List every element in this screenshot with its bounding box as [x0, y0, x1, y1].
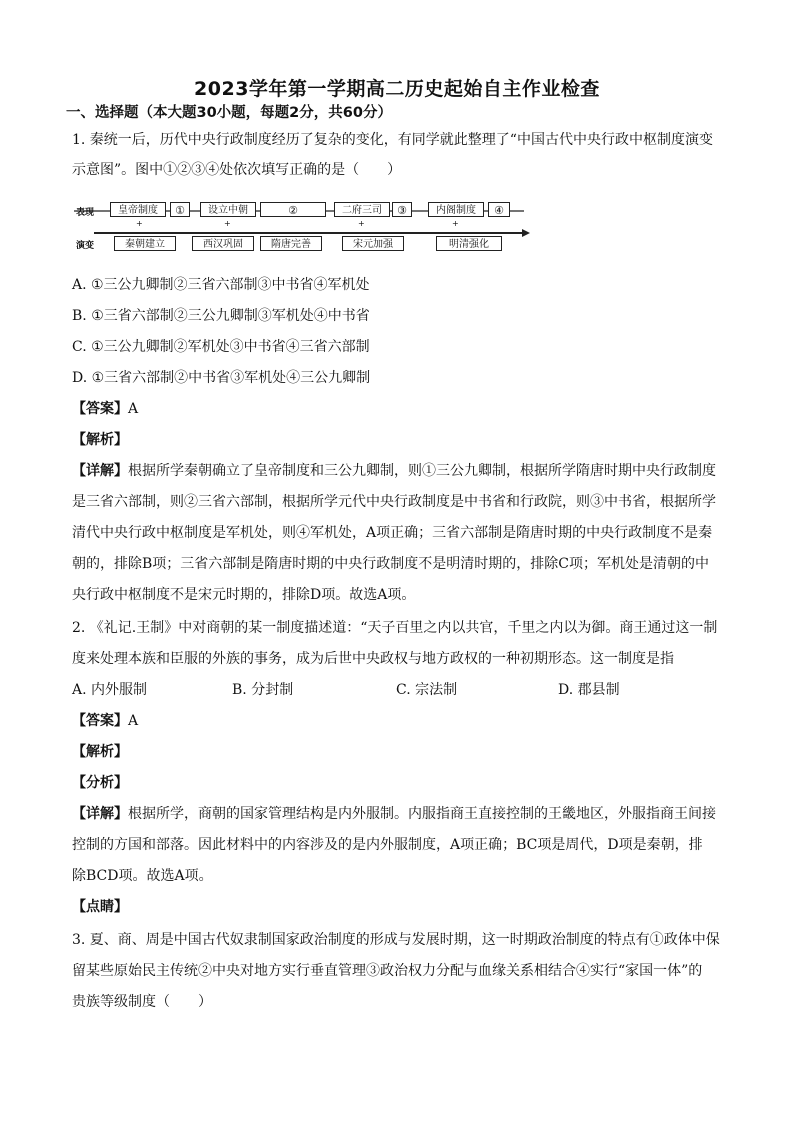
- q2-analysis-tag: [72, 742, 732, 762]
- detail-tag: 【详解】: [72, 463, 128, 479]
- q2-answer: [72, 711, 732, 731]
- answer-tag: 【答案】: [72, 713, 128, 729]
- q3-stem-line2: 留某些原始民主传统②中央对地方实行垂直管理③政治权力分配与血缘关系相结合④实行“家国一体”的: [72, 963, 703, 979]
- plus-sign: +: [358, 219, 365, 228]
- q2-stem-line1: 2. 《礼记.王制》中对商朝的某一制度描述道：“天子百里之内以共官，千里之内以为御。商王通过这一制: [72, 620, 718, 636]
- q2-detail-line3: 除BCD项。故选A项。: [72, 868, 213, 884]
- q3-stem-line3: 贵族等级制度（ ）: [72, 994, 212, 1010]
- analysis-tag: 【解析】: [72, 744, 128, 760]
- q1-detail-line3: 清代中央行政中枢制度是军机处，则④军机处，A项正确；三省六部制是隋唐时期的中央行政制度不是秦: [72, 525, 713, 541]
- q1-option-c: C. ①三公九卿制②军机处③中书省④三省六部制: [72, 339, 370, 355]
- q2-option-b: B. 分封制: [232, 682, 294, 698]
- blank-1: ①: [170, 202, 190, 217]
- detail-text: 根据所学，商朝的国家管理结构是内外服制。内服指商王直接控制的王畿地区，外服指商王间接: [128, 806, 716, 822]
- answer-value: A: [128, 401, 139, 417]
- blank-2: ②: [260, 202, 326, 217]
- q1-stem-line2: 示意图”。图中①②③④处依次填写正确的是（ ）: [72, 162, 402, 178]
- q1-analysis-tag: [72, 430, 732, 450]
- q3-stem-line1: 3. 夏、商、周是中国古代奴隶制国家政治制度的形成与发展时期，这一时期政治制度的特点有①政体中保: [72, 932, 720, 948]
- answer-tag: 【答案】: [72, 401, 128, 417]
- detail-text: 根据所学秦朝确立了皇帝制度和三公九卿制，则①三公九卿制，根据所学隋唐时期中央行政制度: [128, 463, 716, 479]
- central-system-evolution-diagram: [74, 196, 534, 260]
- bottom-box-western-han: 西汉巩固: [192, 236, 254, 251]
- q2-option-d: D. 郡县制: [558, 682, 620, 698]
- q2-fenxi-tag: [72, 773, 732, 793]
- q2-detail-line1: [72, 804, 732, 824]
- section-heading: 一、选择题（本大题30小题，每题2分，共60分）: [66, 105, 392, 121]
- top-box-two-offices-three-ministries: 二府三司: [334, 202, 390, 217]
- blank-3: ③: [392, 202, 412, 217]
- plus-sign: +: [224, 219, 231, 228]
- q1-option-d: D. ①三省六部制②中书省③军机处④三公九卿制: [72, 370, 371, 386]
- blank-4: ④: [488, 202, 510, 217]
- bottom-box-song-yuan: 宋元加强: [342, 236, 404, 251]
- analysis-tag: 【解析】: [72, 432, 128, 448]
- q1-detail-line4: 朝的，排除B项；三省六部制是隋唐时期的中央行政制度不是明清时期的，排除C项；军机处是清朝的中: [72, 556, 709, 572]
- q2-dianjing-tag: [72, 897, 732, 917]
- top-box-inner-court: 设立中朝: [200, 202, 256, 217]
- page-title: 2023学年第一学期高二历史起始自主作业检查: [194, 78, 600, 100]
- q1-option-b: B. ①三省六部制②三公九卿制③军机处④中书省: [72, 308, 370, 324]
- plus-sign: +: [452, 219, 459, 228]
- q1-answer: [72, 399, 732, 419]
- fenxi-tag: 【分析】: [72, 775, 128, 791]
- top-box-emperor-system: 皇帝制度: [110, 202, 166, 217]
- detail-tag: 【详解】: [72, 806, 128, 822]
- answer-value: A: [128, 713, 139, 729]
- q1-option-a: A. ①三公九卿制②三省六部制③中书省④军机处: [72, 277, 370, 293]
- row-label-bottom: 演变: [76, 241, 95, 251]
- q2-option-a: A. 内外服制: [72, 682, 148, 698]
- q2-option-c: C. 宗法制: [396, 682, 458, 698]
- row-label-top: 表现: [76, 208, 95, 218]
- top-box-cabinet-system: 内阁制度: [428, 202, 484, 217]
- q1-stem-line1: 1. 秦统一后，历代中央行政制度经历了复杂的变化，有同学就此整理了“中国古代中央行政中枢制度演变: [72, 132, 713, 148]
- bottom-box-ming-qing: 明清强化: [436, 236, 502, 251]
- q1-detail-line1: [72, 461, 732, 481]
- q1-detail-line2: 是三省六部制，则②三省六部制，根据所学元代中央行政制度是中书省和行政院，则③中书省，根据所学: [72, 494, 716, 510]
- q2-stem-line2: 度来处理本族和臣服的外族的事务，成为后世中央政权与地方政权的一种初期形态。这一制度是指: [72, 651, 674, 667]
- dianjing-tag: 【点睛】: [72, 899, 128, 915]
- plus-sign: +: [136, 219, 143, 228]
- bottom-box-sui-tang: 隋唐完善: [260, 236, 322, 251]
- bottom-box-qin: 秦朝建立: [114, 236, 176, 251]
- q2-detail-line2: 控制的方国和部落。因此材料中的内容涉及的是内外服制度，A项正确；BC项是周代，D项是秦朝，排: [72, 837, 703, 853]
- q1-detail-line5: 央行政中枢制度不是宋元时期的，排除D项。故选A项。: [72, 587, 416, 603]
